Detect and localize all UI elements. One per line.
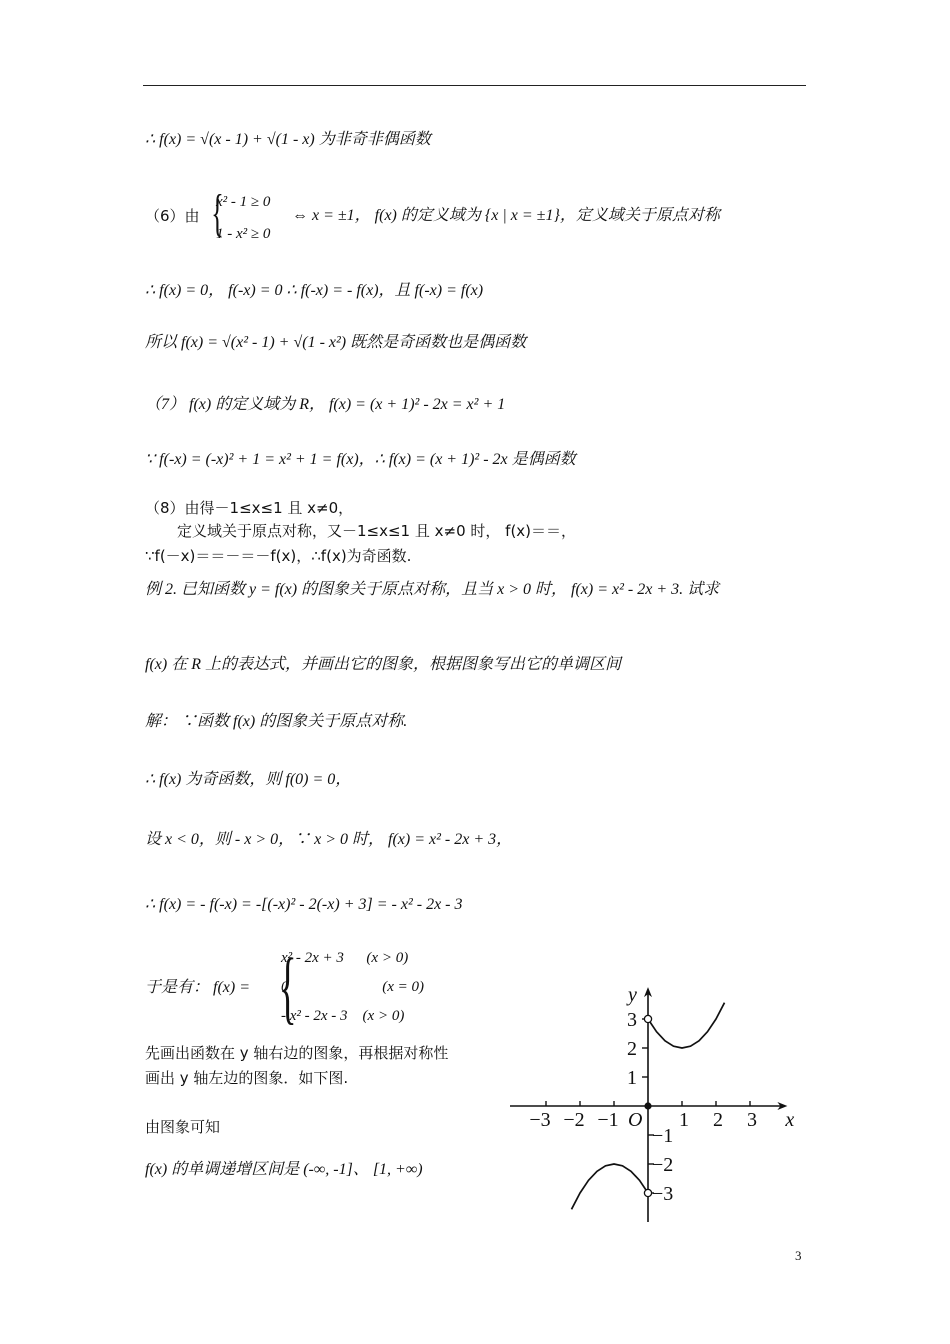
curve-branch-left — [572, 1164, 649, 1209]
text-line: （7） f(x) 的定义域为 R， f(x) = (x + 1)² - 2x = x² + 1 — [145, 396, 506, 413]
text-line: 例 2. 已知函数 y = f(x) 的图象关于原点对称，且当 x > 0 时， f(x) = x² - 2x + 3. 试求 — [145, 581, 720, 598]
text-line: ∴ f(x) 为奇函数，则 f(0) = 0， — [145, 771, 352, 788]
y-tick-label: 1 — [627, 1067, 637, 1089]
text-line: ∴ f(x) = √(x - 1) + √(1 - x) 为非奇非偶函数 — [145, 131, 431, 148]
x-tick-label: 3 — [747, 1109, 757, 1131]
y-tick-label: 2 — [627, 1038, 637, 1060]
text-line: 设 x < 0，则 - x > 0，∵ x > 0 时， f(x) = x² - 2x + 3， — [145, 831, 513, 848]
text-line: f(x) 的单调递增区间是 (-∞, -1]、 [1, +∞) — [145, 1161, 423, 1178]
y-axis-label: y — [628, 984, 637, 1007]
piecewise-brace: { — [278, 941, 297, 1032]
x-tick-label: −1 — [597, 1109, 619, 1131]
origin-label: O — [628, 1109, 643, 1131]
filled-point — [644, 1102, 651, 1109]
system-row: x² - 1 ≥ 0 — [216, 194, 271, 210]
system-brace: { — [211, 185, 224, 242]
text-line: 所以 f(x) = √(x² - 1) + √(1 - x²) 既然是奇函数也是偶函数 — [145, 334, 527, 351]
item-label: （6）由 — [145, 207, 200, 225]
x-tick-label: −3 — [529, 1109, 551, 1131]
text-line: 于是有： f(x) = — [145, 979, 251, 996]
text-line: ∵f(－x)＝＝－＝－f(x)，∴f(x)为奇函数. — [145, 547, 412, 565]
text-line — [145, 206, 200, 226]
piecewise-row: x² - 2x + 3 (x > 0) — [281, 950, 409, 966]
page-number: 3 — [795, 1248, 802, 1263]
text-line: （8）由得－1≤x≤1 且 x≠0， — [145, 499, 354, 517]
x-axis-label: x — [785, 1109, 795, 1131]
piecewise-row: 0 (x = 0) — [281, 979, 425, 995]
y-tick-label: −3 — [652, 1183, 674, 1205]
x-tick-label: −2 — [563, 1109, 585, 1131]
text-line: 由图象可知 — [145, 1118, 221, 1136]
y-tick-label: −1 — [652, 1125, 674, 1147]
piecewise-row: - x² - 2x - 3 (x > 0) — [281, 1008, 405, 1024]
text-line: ∴ f(x) = 0， f(-x) = 0 ∴ f(-x) = - f(x)，且 f(-x) = f(x) — [145, 282, 484, 299]
text-line: ⇔ x = ±1， f(x) 的定义域为 {x | x = ±1}，定义域关于原点对称 — [292, 207, 720, 224]
text-line: ∵ f(-x) = (-x)² + 1 = x² + 1 = f(x)，∴ f(x) = (x + 1)² - 2x 是偶函数 — [145, 451, 576, 468]
text-line: 画出 y 轴左边的图象．如下图. — [145, 1069, 349, 1087]
y-tick-label: −2 — [652, 1154, 674, 1176]
text-line: 先画出函数在 y 轴右边的图象，再根据对称性 — [145, 1044, 449, 1062]
open-point — [644, 1189, 651, 1196]
open-point — [644, 1015, 651, 1022]
header-rule — [143, 85, 806, 86]
text-line: 定义域关于原点对称，又－1≤x≤1 且 x≠0 时， f(x)＝＝， — [177, 522, 577, 540]
x-tick-label: 2 — [713, 1109, 723, 1131]
x-tick-label: 1 — [679, 1109, 689, 1131]
text-line: f(x) 在 R 上的表达式，并画出它的图象，根据图象写出它的单调区间 — [145, 656, 621, 673]
system-row: 1 - x² ≥ 0 — [216, 226, 271, 242]
text-line: ∴ f(x) = - f(-x) = -[(-x)² - 2(-x) + 3] = - x² - 2x - 3 — [145, 896, 463, 913]
text-line: 解： ∵函数 f(x) 的图象关于原点对称. — [145, 713, 408, 730]
y-tick-label: 3 — [627, 1009, 637, 1031]
function-graph — [510, 975, 795, 1233]
curve-branch-right — [648, 1003, 725, 1048]
